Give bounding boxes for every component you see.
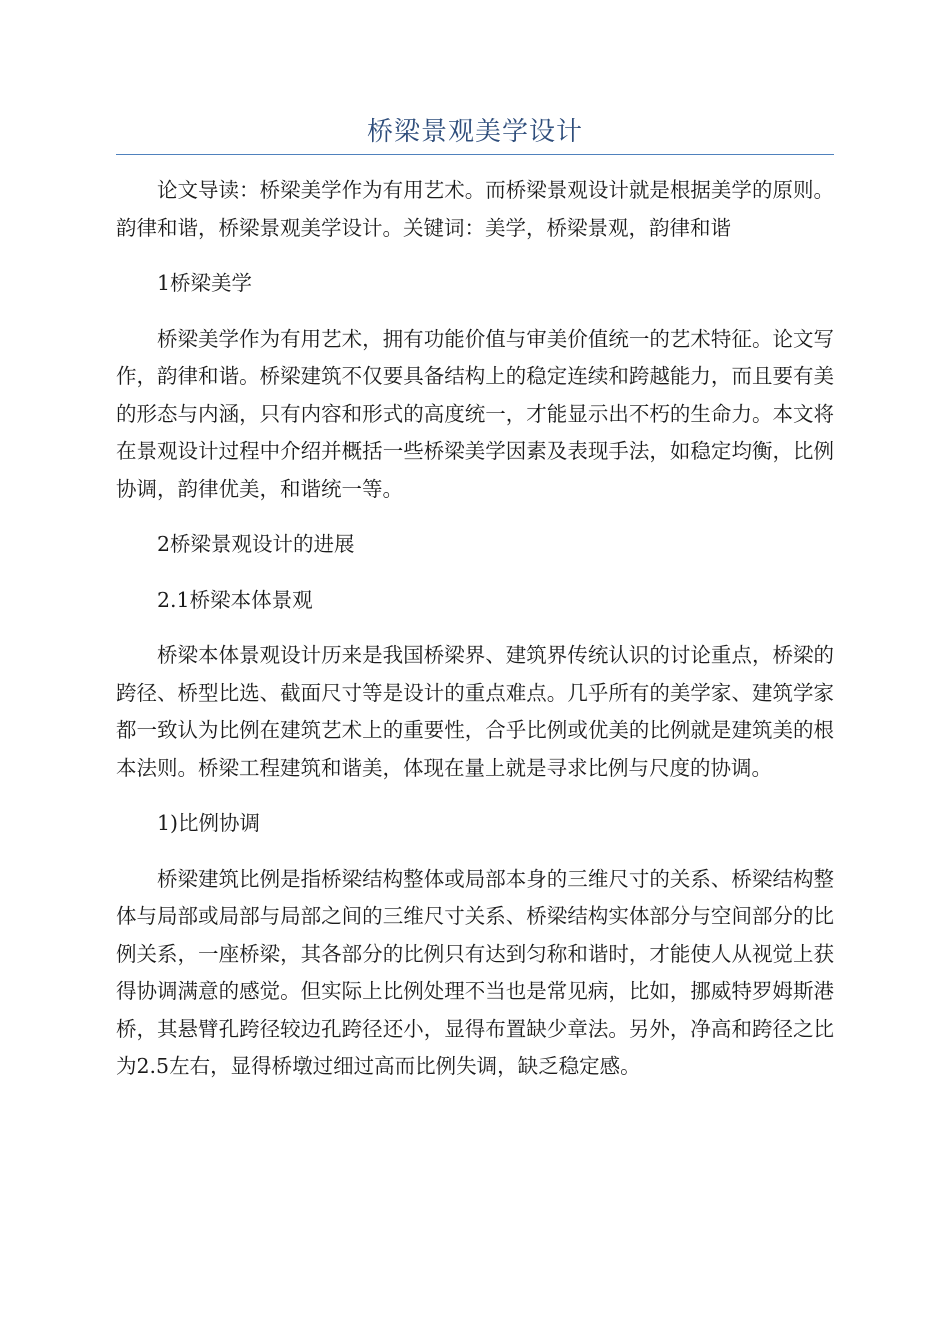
title-underline [116, 154, 834, 155]
body-paragraph: 桥梁建筑比例是指桥梁结构整体或局部本身的三维尺寸的关系、桥梁结构整体与局部或局部与局部之间的三维尺寸关系、桥梁结构实体部分与空间部分的比例关系，一座桥梁，其各部分的比例只有达到匀称和谐时，才能使人从视觉上获得协调满意的感觉。但实际上比例处理不当也是常见病，比如，挪威特罗姆斯港桥，其悬臂孔跨径较边孔跨径还小，显得布置缺少章法。另外，净高和跨径之比为2.5左右，显得桥墩过细过高而比例失调，缺乏稳定感。 [116, 866, 834, 1078]
section-heading-2: 2桥梁景观设计的进展 [157, 532, 355, 556]
document-body [116, 172, 834, 1086]
subsection-heading-2-1: 2.1桥梁本体景观 [157, 587, 313, 612]
body-paragraph: 桥梁美学作为有用艺术，拥有功能价值与审美价值统一的艺术特征。论文写作，韵律和谐。桥梁建筑不仅要具备结构上的稳定连续和跨越能力，而且要有美的形态与内涵，只有内容和形式的高度统一，才能显示出不朽的生命力。本文将在景观设计过程中介绍并概括一些桥梁美学因素及表现手法，如稳定均衡，比例协调，韵律优美，和谐统一等。 [116, 326, 834, 501]
body-paragraph: 桥梁本体景观设计历来是我国桥梁界、建筑界传统认识的讨论重点，桥梁的跨径、桥型比选、截面尺寸等是设计的重点难点。几乎所有的美学家、建筑学家都一致认为比例在建筑艺术上的重要性，合乎比例或优美的比例就是建筑美的根本法则。桥梁工程建筑和谐美，体现在量上就是寻求比例与尺度的协调。 [116, 643, 834, 780]
page-title: 桥梁景观美学设计 [366, 117, 583, 147]
section-heading-1: 1桥梁美学 [157, 271, 253, 295]
list-heading-proportion: 1)比例协调 [157, 811, 261, 835]
abstract-paragraph: 论文导读：桥梁美学作为有用艺术。而桥梁景观设计就是根据美学的原则。韵律和谐，桥梁景观美学设计。关键词：美学，桥梁景观，韵律和谐 [116, 178, 834, 240]
